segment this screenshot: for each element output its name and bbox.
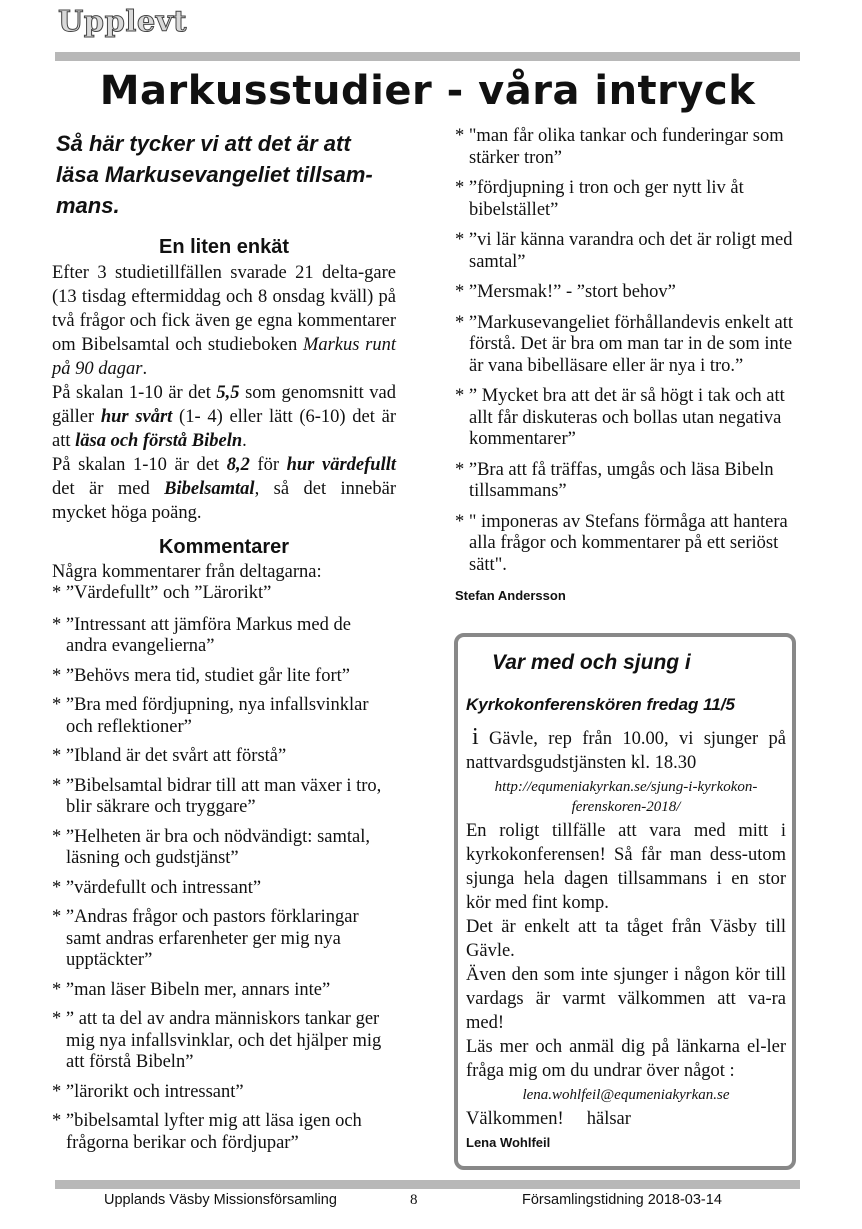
list-item: * ”lärorikt och intressant” xyxy=(52,1081,244,1102)
list-item: * ”fördjupning i tron och ger nytt liv åt bibelstället” xyxy=(455,178,744,220)
comments-list-left xyxy=(52,583,396,1154)
footer-rule xyxy=(55,1180,800,1189)
choir-link[interactable]: http://equmeniakyrkan.se/sjung-i-kyrkokon-ferenskoren-2018/ xyxy=(494,779,758,815)
box-paragraph-4: Även den som inte sjunger i någon kör till vardags är varmt välkommen att va-ra med! xyxy=(466,965,786,1033)
list-item: * ”Andras frågor och pastors förklaringar samt andras erfarenheter ger mig nya upptäckter” xyxy=(52,907,359,970)
list-item: * ”Intressant att jämföra Markus med de andra evangelierna” xyxy=(52,614,351,656)
author-signature: Stefan Andersson xyxy=(455,588,566,603)
box-closing: Välkommen! hälsar xyxy=(466,1109,631,1129)
choir-invitation-box xyxy=(454,633,796,1170)
list-item: * ”Helheten är bra och nödvändigt: samtal, läsning och gudstjänst” xyxy=(52,826,370,868)
list-item: * ”Bra med fördjupning, nya infallsvinklar och reflektioner” xyxy=(52,695,369,737)
list-item: * ”Ibland är det svårt att förstå” xyxy=(52,746,287,766)
list-item: * ”bibelsamtal lyfter mig att läsa igen och frågorna berikar och fördjupar” xyxy=(52,1111,362,1153)
box-heading: Var med och sjung i xyxy=(492,651,691,674)
footer-issue: Församlingstidning 2018-03-14 xyxy=(522,1192,722,1208)
header-rule xyxy=(55,52,800,61)
list-item: * ”Markusevangeliet förhållandevis enkelt att förstå. Det är bra om man tar in de som inte är vana bibelläsare eller är nya i tro.” xyxy=(455,312,794,376)
comments-intro: Några kommentarer från deltagarna: xyxy=(52,562,322,582)
box-paragraph-1: i Gävle, rep från 10.00, vi sjunger på nattvardsgudstjänsten kl. 18.30 xyxy=(466,724,786,773)
list-item: * ”vi lär känna varandra och det är roligt med samtal” xyxy=(455,230,793,272)
list-item: * ” att ta del av andra människors tankar ger mig nya infallsvinklar, och det hjälper mig att förstå Bibeln” xyxy=(52,1009,382,1072)
box-subheading: Kyrkokonferenskören fredag 11/5 xyxy=(466,695,735,714)
footer-organization: Upplands Väsby Missionsförsamling xyxy=(104,1192,337,1208)
survey-paragraph-3: På skalan 1-10 är det 8,2 för hur värdefullt det är med Bibelsamtal, så det innebär mycket höga poäng. xyxy=(52,455,396,523)
page-number: 8 xyxy=(410,1192,418,1208)
box-paragraph-3: Det är enkelt att ta tåget från Väsby till Gävle. xyxy=(466,917,786,961)
section-tag: Upplevt xyxy=(58,4,188,38)
survey-paragraph-1: Efter 3 studietillfällen svarade 21 delta-gare (13 tisdag eftermiddag och 8 onsdag kväll) på två frågor och fick även ge egna kommentarer om Bibelsamtal och studieboken Markus runt på 90 dagar. xyxy=(52,263,396,379)
list-item: * ”man läser Bibeln mer, annars inte” xyxy=(52,979,331,1000)
list-item: * ”Värdefullt” och ”Lärorikt” xyxy=(52,583,272,603)
page-title: Markusstudier - våra intryck xyxy=(99,68,756,114)
comments-list-right xyxy=(455,126,799,576)
email-link[interactable]: lena.wohlfeil@equmeniakyrkan.se xyxy=(522,1087,730,1103)
list-item: * ” Mycket bra att det är så högt i tak och att allt får diskuteras och bollas utan negativa kommentarer” xyxy=(455,386,785,449)
box-signature: Lena Wohlfeil xyxy=(466,1135,551,1150)
lead-text: Så här tycker vi att det är att läsa Markusevangeliet tillsam-mans. xyxy=(56,131,373,218)
survey-paragraph-2: På skalan 1-10 är det 5,5 som genomsnitt vad gäller hur svårt (1- 4) eller lätt (6-10) det är att läsa och förstå Bibeln. xyxy=(52,383,396,451)
list-item: * " imponeras av Stefans förmåga att hantera alla frågor och kommentarer på ett seriöst sätt". xyxy=(455,511,788,575)
left-column xyxy=(52,128,396,1162)
comments-heading: Kommentarer xyxy=(158,536,290,558)
list-item: * "man får olika tankar och funderingar som stärker tron” xyxy=(455,126,784,168)
survey-heading: En liten enkät xyxy=(158,236,290,258)
list-item: * ”Bibelsamtal bidrar till att man växer i tro, blir säkrare och tryggare” xyxy=(52,775,382,817)
list-item: * ”värdefullt och intressant” xyxy=(52,877,262,898)
list-item: * ”Bra att få träffas, umgås och läsa Bibeln tillsammans” xyxy=(455,459,774,501)
box-paragraph-2: En roligt tillfälle att vara med mitt i kyrkokonferensen! Så får man dess-utom sjunga hela dagen tillsammans i en stor kör med fint komp. xyxy=(466,821,786,913)
list-item: * ”Mersmak!” - ”stort behov” xyxy=(455,282,676,302)
right-column xyxy=(455,126,799,603)
box-paragraph-5: Läs mer och anmäl dig på länkarna el-ler fråga mig om du undrar över något : xyxy=(466,1037,786,1081)
list-item: * ”Behövs mera tid, studiet går lite fort” xyxy=(52,665,350,686)
